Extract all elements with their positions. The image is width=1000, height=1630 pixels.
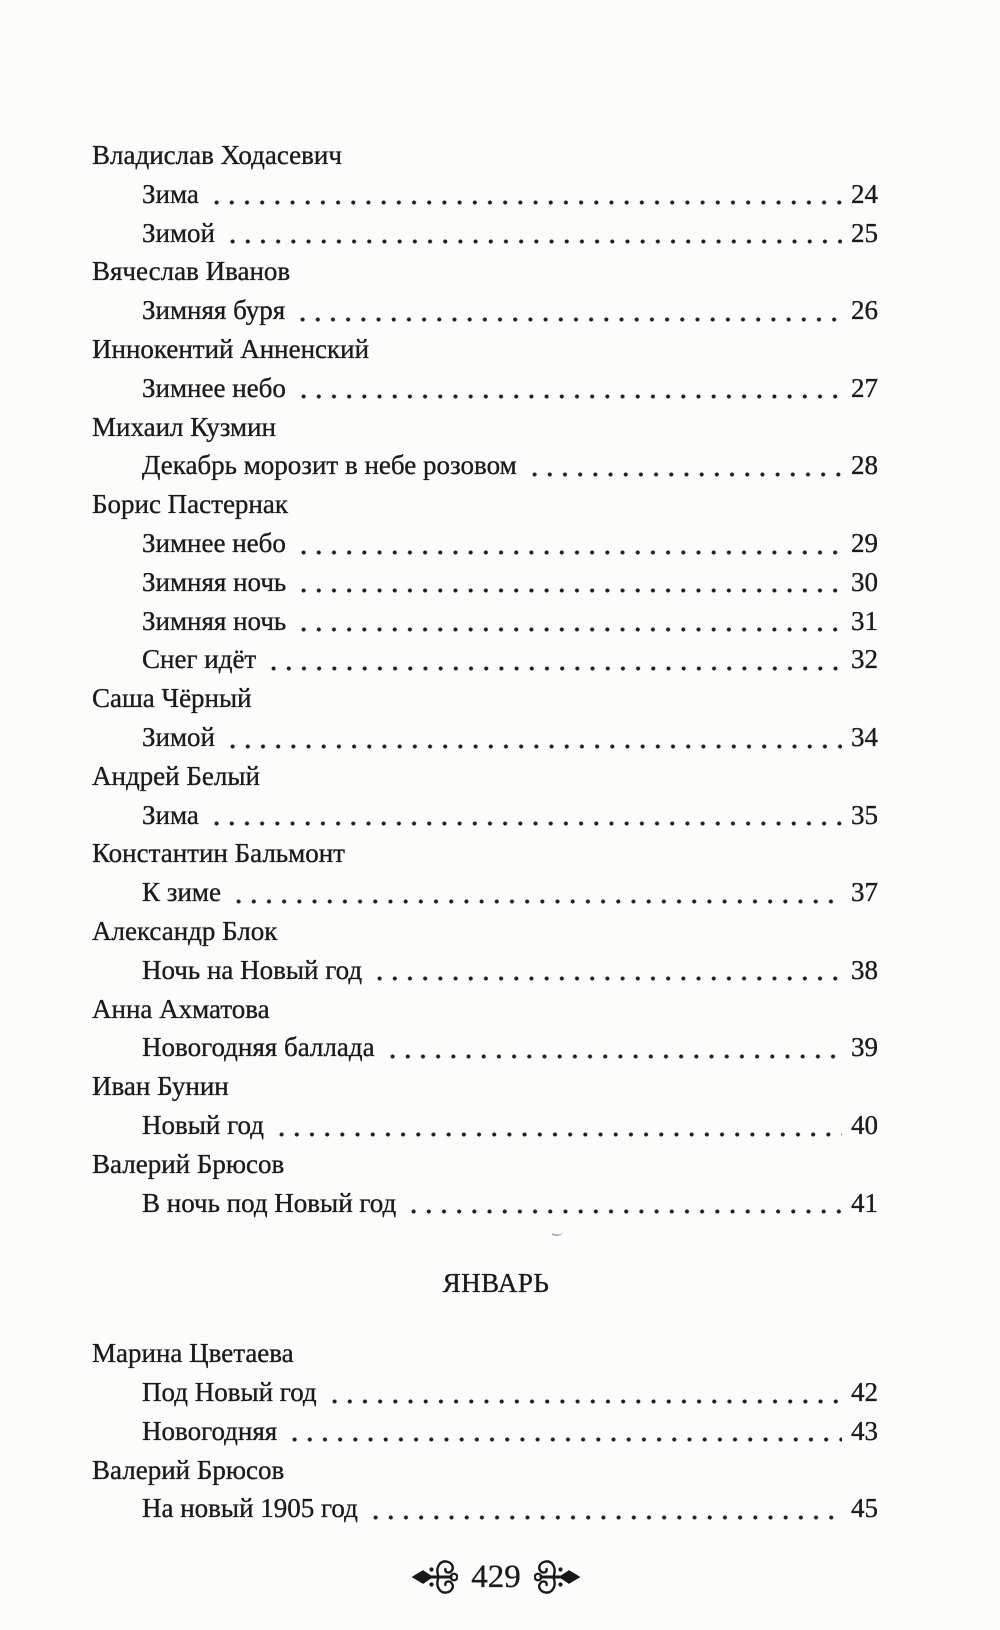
page-number: 429 bbox=[471, 1559, 521, 1595]
toc-entry-page: 43 bbox=[851, 1415, 878, 1446]
toc-author-name: Андрей Белый bbox=[92, 760, 260, 791]
toc-entry-page: 42 bbox=[851, 1376, 878, 1407]
dot-leader bbox=[296, 524, 842, 563]
toc-entry-page: 24 bbox=[851, 178, 878, 209]
toc-author-name: Саша Чёрный bbox=[92, 683, 252, 714]
page-footer bbox=[0, 1556, 992, 1598]
toc-entry bbox=[92, 873, 878, 912]
toc-author bbox=[92, 136, 878, 175]
toc-entry bbox=[92, 1412, 878, 1451]
toc-author-name: Валерий Брюсов bbox=[92, 1454, 285, 1485]
toc-entry-title: Зимняя буря bbox=[142, 295, 286, 326]
toc-entry-page: 31 bbox=[851, 605, 878, 636]
toc-entry bbox=[92, 640, 878, 679]
toc-entry-title: Зимняя ночь bbox=[142, 566, 287, 597]
toc-entry bbox=[92, 1184, 878, 1223]
toc-entry bbox=[92, 1106, 878, 1145]
toc-entry-title: Зимой bbox=[142, 721, 216, 752]
toc-entry bbox=[92, 1028, 878, 1067]
dot-leader bbox=[527, 446, 842, 485]
toc-entry-page: 25 bbox=[851, 217, 878, 248]
toc-entry bbox=[92, 214, 878, 253]
toc-author bbox=[92, 485, 878, 524]
dot-leader bbox=[327, 1373, 842, 1412]
toc-author-name: Анна Ахматова bbox=[92, 993, 270, 1024]
toc-entry-page: 41 bbox=[851, 1187, 878, 1218]
dot-leader bbox=[368, 1489, 842, 1528]
dot-leader bbox=[209, 796, 842, 835]
toc-entry bbox=[92, 1489, 878, 1528]
toc-entry bbox=[92, 1373, 878, 1412]
dot-leader bbox=[287, 1412, 842, 1451]
toc-author bbox=[92, 912, 878, 951]
toc-entry-page: 29 bbox=[851, 527, 878, 558]
toc-author bbox=[92, 1067, 878, 1106]
toc-entry-title: В ночь под Новый год bbox=[142, 1187, 397, 1218]
fleuron-left-icon bbox=[412, 1556, 458, 1598]
toc-entry-title: Зима bbox=[142, 799, 199, 830]
dot-leader bbox=[385, 1028, 842, 1067]
toc-author bbox=[92, 757, 878, 796]
toc-entry-title: Новогодняя bbox=[142, 1415, 278, 1446]
dot-leader bbox=[225, 214, 842, 253]
dot-leader bbox=[295, 291, 842, 330]
toc-entry-page: 37 bbox=[851, 877, 878, 908]
toc-entry bbox=[92, 951, 878, 990]
dot-leader bbox=[225, 718, 842, 757]
toc-author bbox=[92, 1451, 878, 1490]
toc-entry bbox=[92, 796, 878, 835]
toc-author bbox=[92, 990, 878, 1029]
toc-entry-page: 30 bbox=[851, 566, 878, 597]
toc-author bbox=[92, 252, 878, 291]
toc-entry bbox=[92, 524, 878, 563]
toc-entry-page: 35 bbox=[851, 799, 878, 830]
toc-author bbox=[92, 1334, 878, 1373]
dot-leader bbox=[266, 640, 842, 679]
dot-leader bbox=[296, 369, 842, 408]
toc-author-name: Иван Бунин bbox=[92, 1071, 229, 1102]
toc-author-name: Константин Бальмонт bbox=[92, 838, 345, 869]
toc-author-name: Владислав Ходасевич bbox=[92, 140, 342, 170]
toc-entry bbox=[92, 718, 878, 757]
toc-entry-page: 32 bbox=[851, 644, 878, 675]
toc-author-name: Александр Блок bbox=[92, 915, 278, 946]
toc-entry bbox=[92, 175, 878, 214]
toc-entry-title: Зима bbox=[142, 178, 199, 209]
toc-entry-page: 28 bbox=[851, 450, 878, 481]
toc-author-name: Валерий Брюсов bbox=[92, 1148, 285, 1179]
dot-leader bbox=[274, 1106, 842, 1145]
toc-entry-title: Декабрь морозит в небе розовом bbox=[142, 450, 517, 481]
toc-entry-title: Под Новый год bbox=[142, 1376, 317, 1407]
toc-entry-page: 27 bbox=[851, 372, 878, 403]
toc-author bbox=[92, 1145, 878, 1184]
toc-author-name: Вячеслав Иванов bbox=[92, 256, 291, 287]
toc-entry-title: Снег идёт bbox=[142, 644, 257, 675]
table-of-contents bbox=[92, 136, 878, 1528]
toc-entry-title: Новый год bbox=[142, 1109, 264, 1140]
toc-author-name: Марина Цветаева bbox=[92, 1338, 294, 1369]
toc-entry bbox=[92, 446, 878, 485]
toc-entry-title: Зимняя ночь bbox=[142, 605, 287, 636]
toc-author bbox=[92, 408, 878, 447]
toc-entry bbox=[92, 563, 878, 602]
toc-entry-title: Зимнее небо bbox=[142, 527, 286, 558]
toc-author-name: Михаил Кузмин bbox=[92, 411, 277, 442]
toc-author bbox=[92, 330, 878, 369]
fleuron-right-icon bbox=[534, 1556, 580, 1598]
dot-leader bbox=[296, 602, 842, 641]
toc-entry-title: Зимой bbox=[142, 217, 216, 248]
dot-leader bbox=[406, 1184, 842, 1223]
dot-leader bbox=[372, 951, 842, 990]
toc-author-name: Иннокентий Анненский bbox=[92, 333, 370, 364]
dot-leader bbox=[296, 563, 842, 602]
section-heading-january: ЯНВАРЬ bbox=[442, 1268, 550, 1299]
toc-entry-title: Зимнее небо bbox=[142, 372, 286, 403]
toc-entry-page: 45 bbox=[851, 1493, 878, 1524]
toc-entry-title: Ночь на Новый год bbox=[142, 954, 363, 985]
toc-entry-page: 40 bbox=[851, 1109, 878, 1140]
toc-entry-page: 39 bbox=[851, 1032, 878, 1063]
toc-entry bbox=[92, 602, 878, 641]
toc-author-name: Борис Пастернак bbox=[92, 489, 288, 520]
toc-entry bbox=[92, 369, 878, 408]
toc-entry bbox=[92, 291, 878, 330]
toc-author bbox=[92, 679, 878, 718]
toc-entry-page: 38 bbox=[851, 954, 878, 985]
toc-author bbox=[92, 834, 878, 873]
toc-entry-title: Новогодняя баллада bbox=[142, 1032, 375, 1063]
dot-leader bbox=[209, 175, 842, 214]
toc-entry-title: К зиме bbox=[142, 877, 221, 908]
toc-entry-page: 34 bbox=[851, 721, 878, 752]
toc-entry-page: 26 bbox=[851, 295, 878, 326]
toc-entry-title: На новый 1905 год bbox=[142, 1493, 358, 1524]
dot-leader bbox=[231, 873, 842, 912]
